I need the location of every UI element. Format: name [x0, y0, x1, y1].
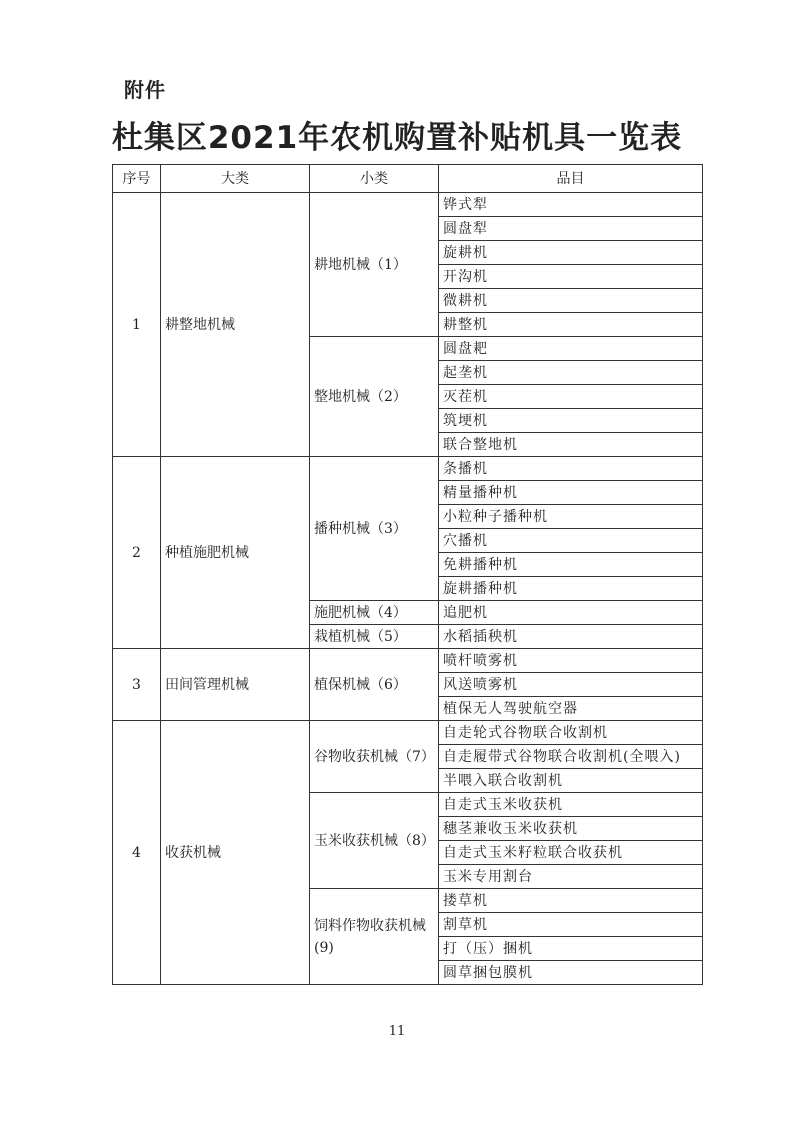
- item-cell: 打（压）捆机: [439, 937, 703, 961]
- item-cell: 风送喷雾机: [439, 673, 703, 697]
- table-row: [113, 649, 703, 673]
- subcategory-cell: 植保机械（6）: [310, 649, 439, 721]
- item-cell: 圆草捆包膜机: [439, 961, 703, 985]
- category-seq-cell: 3: [113, 649, 161, 721]
- category-seq-cell: 1: [113, 193, 161, 457]
- item-cell: 圆盘耙: [439, 337, 703, 361]
- item-cell: 小粒种子播种机: [439, 505, 703, 529]
- item-cell: 自走式玉米收获机: [439, 793, 703, 817]
- item-cell: 植保无人驾驶航空器: [439, 697, 703, 721]
- item-cell: 铧式犁: [439, 193, 703, 217]
- table-row: [113, 721, 703, 745]
- item-cell: 旋耕播种机: [439, 577, 703, 601]
- item-cell: 条播机: [439, 457, 703, 481]
- subsidy-table: [112, 164, 703, 985]
- item-cell: 自走轮式谷物联合收割机: [439, 721, 703, 745]
- item-cell: 穴播机: [439, 529, 703, 553]
- subcategory-cell: 玉米收获机械（8）: [310, 793, 439, 889]
- item-cell: 自走履带式谷物联合收割机(全喂入): [439, 745, 703, 769]
- item-cell: 筑埂机: [439, 409, 703, 433]
- item-cell: 自走式玉米籽粒联合收获机: [439, 841, 703, 865]
- category-seq-cell: 2: [113, 457, 161, 649]
- item-cell: 追肥机: [439, 601, 703, 625]
- page-number: 11: [388, 1024, 406, 1039]
- item-cell: 精量播种机: [439, 481, 703, 505]
- category-name-cell: 耕整地机械: [161, 193, 310, 457]
- subcategory-cell: 栽植机械（5）: [310, 625, 439, 649]
- item-cell: 微耕机: [439, 289, 703, 313]
- item-cell: 旋耕机: [439, 241, 703, 265]
- item-cell: 半喂入联合收割机: [439, 769, 703, 793]
- category-name-cell: 种植施肥机械: [161, 457, 310, 649]
- item-cell: 联合整地机: [439, 433, 703, 457]
- subcategory-cell: 饲料作物收获机械(9): [310, 889, 439, 985]
- table-row: [113, 457, 703, 481]
- attachment-label: 附件: [124, 78, 166, 102]
- item-cell: 搂草机: [439, 889, 703, 913]
- header-category: 大类: [161, 165, 310, 193]
- subcategory-cell: 整地机械（2）: [310, 337, 439, 457]
- item-cell: 免耕播种机: [439, 553, 703, 577]
- table-row: [113, 193, 703, 217]
- header-item: 品目: [439, 165, 703, 193]
- item-cell: 水稻插秧机: [439, 625, 703, 649]
- item-cell: 喷杆喷雾机: [439, 649, 703, 673]
- item-cell: 耕整机: [439, 313, 703, 337]
- item-cell: 开沟机: [439, 265, 703, 289]
- subcategory-cell: 播种机械（3）: [310, 457, 439, 601]
- category-name-cell: 田间管理机械: [161, 649, 310, 721]
- item-cell: 割草机: [439, 913, 703, 937]
- item-cell: 圆盘犁: [439, 217, 703, 241]
- category-name-cell: 收获机械: [161, 721, 310, 985]
- page-title: 杜集区2021年农机购置补贴机具一览表: [111, 120, 683, 156]
- item-cell: 玉米专用割台: [439, 865, 703, 889]
- subcategory-cell: 施肥机械（4）: [310, 601, 439, 625]
- subcategory-cell: 耕地机械（1）: [310, 193, 439, 337]
- table-body: [113, 193, 703, 985]
- subcategory-cell: 谷物收获机械（7）: [310, 721, 439, 793]
- category-seq-cell: 4: [113, 721, 161, 985]
- header-subcategory: 小类: [310, 165, 439, 193]
- header-seq: 序号: [113, 165, 161, 193]
- table-header-row: [113, 165, 703, 193]
- item-cell: 起垄机: [439, 361, 703, 385]
- item-cell: 灭茬机: [439, 385, 703, 409]
- item-cell: 穗茎兼收玉米收获机: [439, 817, 703, 841]
